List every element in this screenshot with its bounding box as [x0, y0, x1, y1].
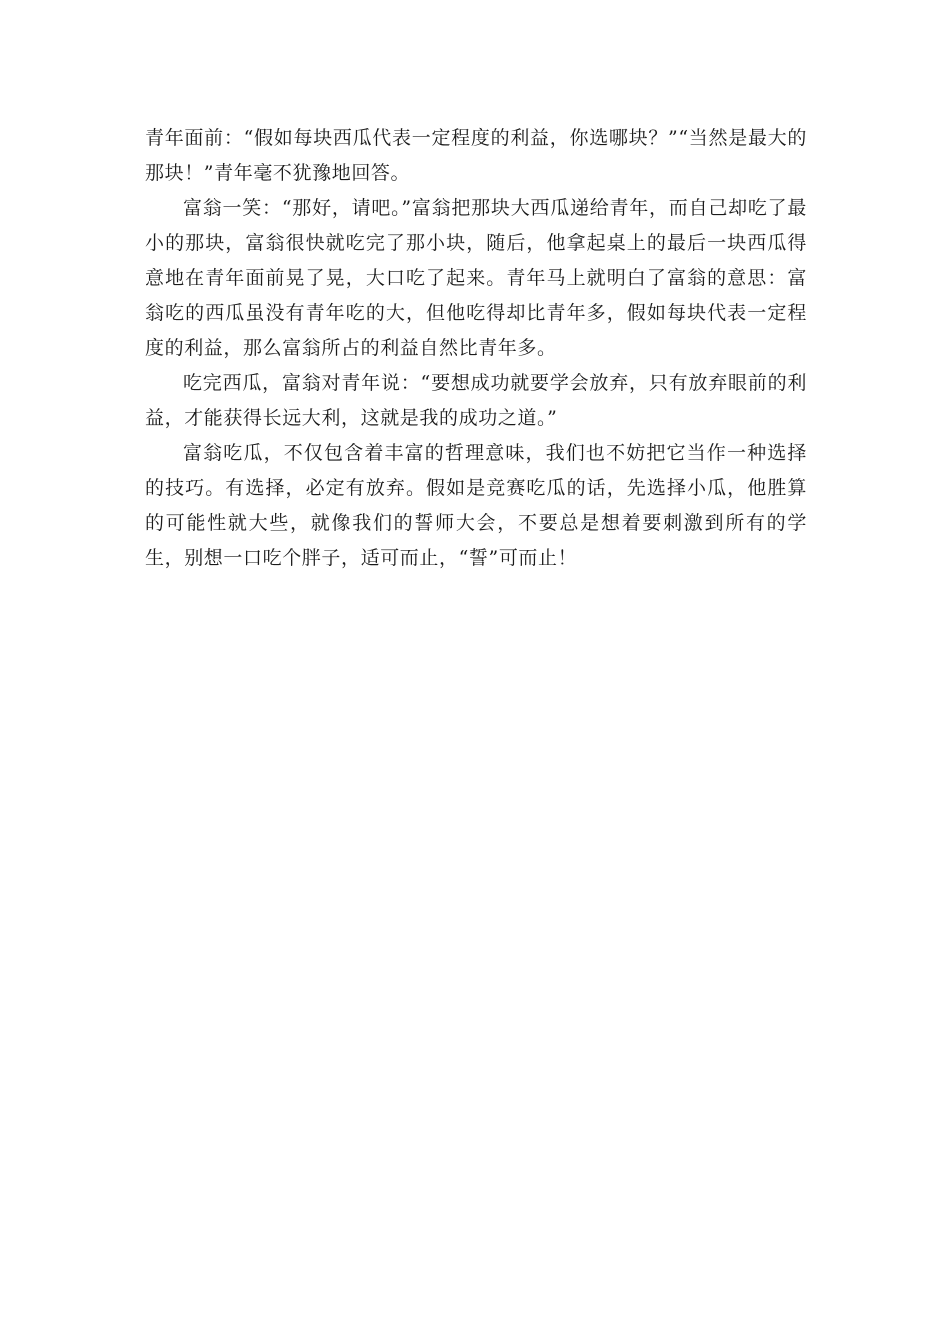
paragraph-rich-man-smile: 富翁一笑：“那好，请吧。”富翁把那块大西瓜递给青年，而自己却吃了最小的那块，富翁很快就吃完了那小块，随后，他拿起桌上的最后一块西瓜得意地在青年面前晃了晃，大口吃了起来。青年马上就明白了富翁的意思：富翁吃的西瓜虽没有青年吃的大，但他吃得却比青年多，假如每块代表一定程度的利益，那么富翁所占的利益自然比青年多。 — [145, 197, 807, 359]
paragraph-conclusion: 富翁吃瓜，不仅包含着丰富的哲理意味，我们也不妨把它当作一种选择的技巧。有选择，必定有放弃。假如是竞赛吃瓜的话，先选择小瓜，他胜算的可能性就大些，就像我们的誓师大会，不要总是想着要刺激到所有的学生，别想一口吃个胖子，适可而止，“誓”可而止！ — [145, 442, 807, 569]
paragraph-success-advice: 吃完西瓜，富翁对青年说：“要想成功就要学会放弃，只有放弃眼前的利益，才能获得长远大利，这就是我的成功之道。” — [145, 372, 807, 429]
document-body — [145, 121, 807, 576]
paragraph-continuation: 青年面前：“假如每块西瓜代表一定程度的利益，你选哪块？”“当然是最大的那块！”青年毫不犹豫地回答。 — [145, 127, 807, 184]
